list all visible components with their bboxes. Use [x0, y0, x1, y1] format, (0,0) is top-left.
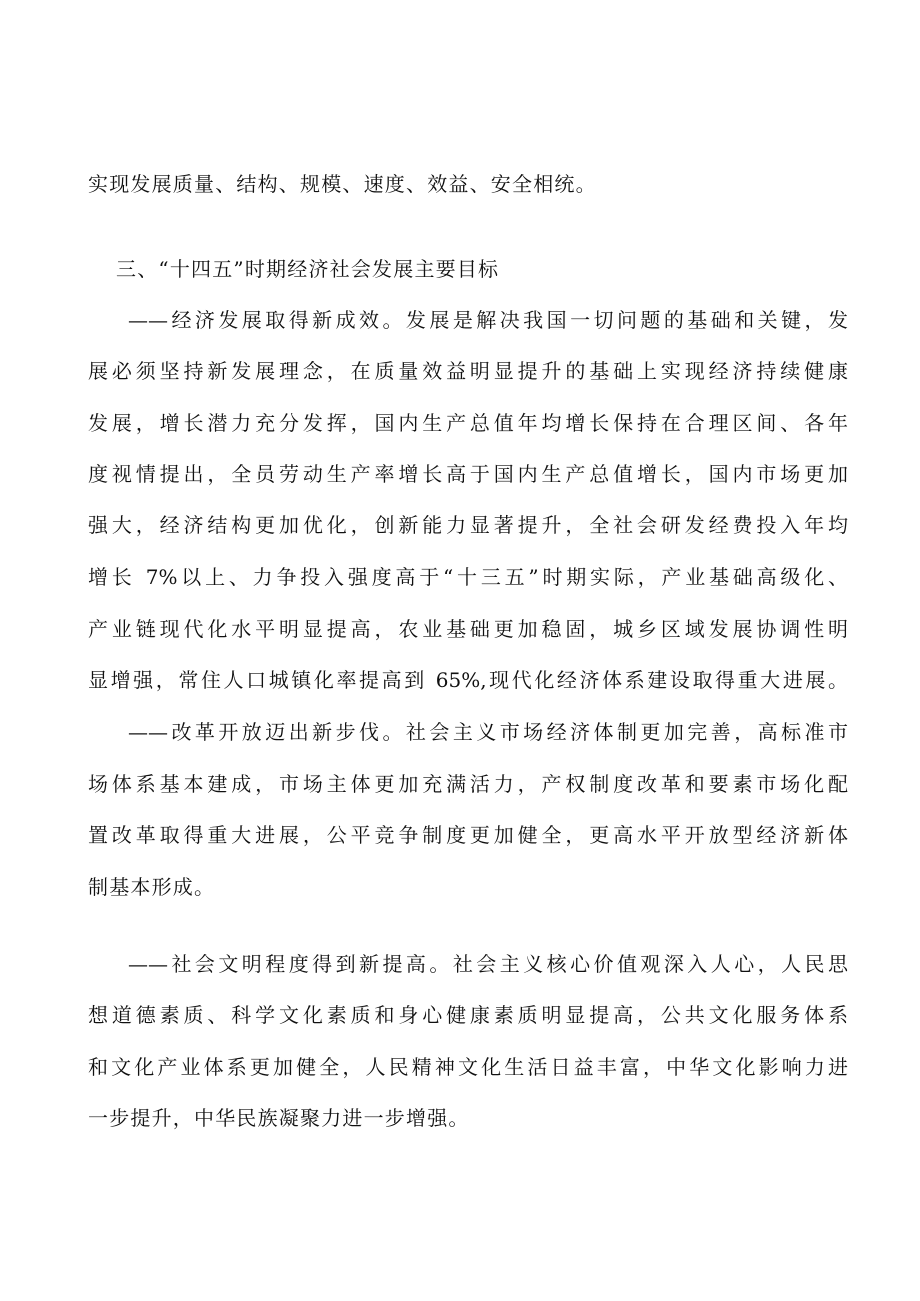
- paragraph-line: 想道德素质、科学文化素质和身心健康素质明显提高，公共文化服务体系: [88, 1003, 848, 1027]
- paragraph-line: ——改革开放迈出新步伐。社会主义市场经济体制更加完善，高标准市: [128, 720, 848, 744]
- paragraph-line: 显增强，常住人口城镇化率提高到 65%,现代化经济体系建设取得重大进展。: [88, 668, 848, 692]
- paragraph-line: 产业链现代化水平明显提高，农业基础更加稳固，城乡区域发展协调性明: [88, 617, 848, 641]
- paragraph-line: 制基本形成。: [88, 875, 216, 899]
- section-heading: 三、“十四五”时期经济社会发展主要目标: [116, 257, 500, 281]
- paragraph-line: 增长 7%以上、力争投入强度高于“十三五”时期实际，产业基础高级化、: [88, 565, 848, 589]
- paragraph-line: 发展，增长潜力充分发挥，国内生产总值年均增长保持在合理区间、各年: [88, 411, 848, 435]
- paragraph-line: ——经济发展取得新成效。发展是解决我国一切问题的基础和关键，发: [128, 308, 848, 332]
- paragraph-line: ——社会文明程度得到新提高。社会主义核心价值观深入人心，人民思: [128, 952, 848, 976]
- paragraph-line: 展必须坚持新发展理念，在质量效益明显提升的基础上实现经济持续健康: [88, 359, 848, 383]
- paragraph-line-closing: 实现发展质量、结构、规模、速度、效益、安全相统。: [88, 172, 597, 196]
- paragraph-line: 度视情提出，全员劳动生产率增长高于国内生产总值增长，国内市场更加: [88, 462, 848, 486]
- paragraph-line: 和文化产业体系更加健全，人民精神文化生活日益丰富，中华文化影响力进: [88, 1055, 848, 1079]
- paragraph-line: 强大，经济结构更加优化，创新能力显著提升，全社会研发经费投入年均: [88, 513, 848, 537]
- paragraph-line: 置改革取得重大进展，公平竞争制度更加健全，更高水平开放型经济新体: [88, 823, 848, 847]
- paragraph-line: 一步提升，中华民族凝聚力进一步增强。: [88, 1106, 470, 1130]
- paragraph-line: 场体系基本建成，市场主体更加充满活力，产权制度改革和要素市场化配: [88, 772, 848, 796]
